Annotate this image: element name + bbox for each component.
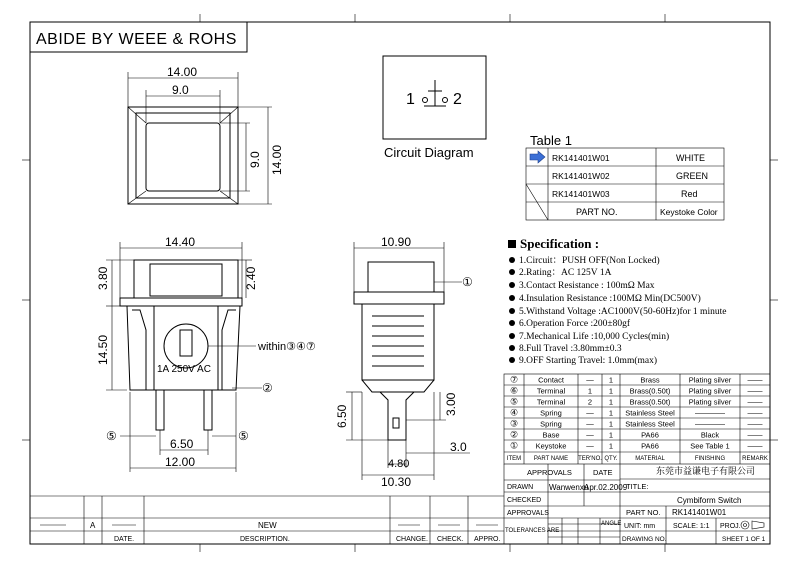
bom-cell-remark: —— [747,375,763,385]
bom-cell-term: — [586,408,594,418]
bom-header-term: TER'NO. [578,456,602,462]
bom-cell-material: PA66 [641,441,659,451]
bom-cell-qty: 1 [608,386,614,396]
top-dim-inner-height: 9.0 [248,151,262,168]
bom-cell-material: PA66 [641,430,659,440]
bom-cell-remark: —— [747,386,763,396]
revision-description-header: DESCRIPTION. [240,536,290,543]
table1-row1-color: WHITE [676,153,705,163]
front-callout-2: ② [262,381,273,395]
spec-item-4: 4.Insulation Resistance :100MΩ Min(DC500V) [519,294,701,304]
bom-cell-finish: ———— [695,419,725,429]
date-header: DATE [593,468,613,477]
bom-cell-name: Terminal [536,397,566,407]
bom-cell-material: Stainless Steel [625,419,675,429]
front-dim-cap: 2.40 [244,266,258,290]
side-dim-pin-tip: 3.00 [444,392,458,416]
bom-cell-term: — [586,419,594,429]
revision-letter: A [90,521,96,530]
spec-item-5: 5.Withstand Voltage :AC1000V(50-60Hz)for 1 minute [519,307,727,317]
bom-cell-item: ⑤ [509,396,519,407]
table1-row2-part: RK141401W02 [552,171,610,181]
sheet-label: SHEET 1 OF 1 [722,536,766,543]
bom-cell-item: ⑦ [509,374,519,385]
bom-cell-item: ① [509,440,519,451]
spec-item-3: 3.Contact Resistance : 100mΩ Max [519,281,655,291]
front-dim-pins: 6.50 [170,437,194,451]
bom-cell-term: 2 [587,397,593,407]
side-dim-pin-length: 6.50 [335,404,349,428]
bom-cell-finish: Black [700,430,720,440]
bom-header-qty: QTY. [604,456,618,462]
bom-cell-remark: —— [747,419,763,429]
bom-cell-material: Stainless Steel [625,408,675,418]
top-dim-inner-width: 9.0 [172,83,189,97]
bom-cell-term: — [586,375,594,385]
bom-cell-finish: Plating silver [688,397,732,407]
bom-cell-item: ⑥ [509,385,519,396]
title-label: TITLE: [626,482,649,491]
bom-cell-item: ③ [509,418,519,429]
spec-item-9: 9.OFF Starting Travel: 1.0mm(max) [519,356,658,366]
drawing-no-label: DRAWING NO. [622,536,667,543]
drawn-label: DRAWN [507,484,534,491]
specification-block [508,236,726,366]
front-callout-5-left: ⑤ [106,429,117,443]
angle-label: ANGLE [601,521,622,527]
revision-appro-header: APPRO. [474,536,501,543]
side-callout-1: ① [462,275,473,289]
company-name: 东莞市益谦电子有限公司 [656,466,756,476]
front-dim-base: 12.00 [165,455,196,469]
table1-header-part: PART NO. [576,207,618,217]
proj-label: PROJ. [720,523,741,530]
bom-header-name: PART NAME [533,456,569,462]
bom-cell-qty: 1 [608,419,614,429]
bom-header-finish: FINISHING [694,456,726,462]
circuit-caption: Circuit Diagram [384,145,474,160]
approvals-header: APPROVALS [527,468,572,477]
bom-header-material: MATERIAL [635,456,665,462]
title-value: Cymbiform Switch [677,496,742,505]
top-view [128,72,272,204]
circuit-pin-2: 2 [453,91,462,108]
bom-cell-qty: 1 [608,441,614,451]
front-dim-width: 14.40 [165,235,196,249]
spec-item-6: 6.Operation Force :200±80gf [519,319,631,329]
side-dim-width: 10.90 [381,235,412,249]
bom-cell-term: — [586,430,594,440]
spec-item-1: 1.Circuit：PUSH OFF(Non Locked) [519,256,660,266]
bom-header-item: ITEM [506,456,522,462]
bom-cell-name: Keystoke [535,441,567,451]
selected-row-arrow-icon [530,151,545,163]
spec-item-2: 2.Rating：AC 125V 1A [519,268,612,278]
bom-cell-term: — [586,441,594,451]
circuit-pin-1: 1 [406,91,415,108]
front-within-label: within③④⑦ [258,341,316,353]
front-view [120,260,242,430]
bom-cell-remark: —— [747,441,763,451]
spec-item-7: 7.Mechanical Life :10,000 Cycles(min) [519,332,670,342]
bom-cell-name: Contact [538,375,564,385]
bom-cell-name: Spring [540,408,562,418]
part-no-value: RK141401W01 [672,508,727,517]
bom-cell-item: ② [509,429,519,440]
bom-cell-remark: —— [747,430,763,440]
side-dim-base: 10.30 [381,475,412,489]
scale-label: SCALE: 1:1 [673,523,710,530]
bom-cell-finish: Plating silver [688,386,732,396]
drawn-name: Wanwenxu [549,483,589,492]
spec-item-8: 8.Full Travel :3.80mm±0.3 [519,344,622,354]
bom-cell-qty: 1 [608,375,614,385]
table1-title: Table 1 [530,133,572,148]
bom-cell-name: Spring [540,419,562,429]
front-callout-5-right: ⑤ [238,429,249,443]
side-dim-pin-width: 4.80 [388,458,410,470]
side-dim-small: 3.0 [450,440,467,454]
front-rating-label: 1A 250V AC [157,364,211,375]
tolerances-label: TOLERANCES ARE [505,528,560,534]
bom-cell-name: Base [542,430,560,440]
bom-cell-qty: 1 [608,408,614,418]
revision-date-header: DATE. [114,536,135,543]
side-view [354,262,444,440]
bom-cell-material: Brass [640,375,660,385]
switch-symbol [423,80,448,106]
top-dim-outer-height: 14.00 [270,144,284,175]
part-no-label: PART NO. [626,508,661,517]
table1-row3-color: Red [681,189,698,199]
table1-header-color: Keystoke Color [660,207,718,217]
front-dim-top: 3.80 [96,266,110,290]
bom-cell-qty: 1 [608,397,614,407]
revision-new: NEW [258,521,277,530]
checked-label: CHECKED [507,497,542,504]
bom-cell-remark: —— [747,408,763,418]
bom-cell-finish: ———— [695,408,725,418]
table1-row2-color: GREEN [676,171,709,181]
table1-row1-part: RK141401W01 [552,153,610,163]
front-dim-height: 14.50 [96,334,110,365]
projection-symbol-icon [741,521,764,529]
bom-cell-item: ④ [509,407,519,418]
bom-cell-material: Brass(0.50t) [629,386,671,396]
top-dim-outer-width: 14.00 [167,65,198,79]
unit-label: UNIT: mm [624,523,656,530]
bom-header-remark: REMARK [742,456,768,462]
compliance-label: ABIDE BY WEEE & ROHS [36,31,237,48]
bom-cell-term: 1 [587,386,593,396]
approvals-label: APPROVALS [507,510,549,517]
bom-cell-finish: Plating silver [688,375,732,385]
drawn-date: Apr.02.2009 [584,483,628,492]
table1-row3-part: RK141401W03 [552,189,610,199]
bom-cell-material: Brass(0.50t) [629,397,671,407]
bom-cell-finish: See Table 1 [690,441,730,451]
bom-cell-name: Terminal [536,386,566,396]
specification-title: Specification : [520,236,600,251]
bom-cell-qty: 1 [608,430,614,440]
revision-change-header: CHANGE. [396,536,428,543]
revision-check-header: CHECK. [437,536,464,543]
bom-cell-remark: —— [747,397,763,407]
